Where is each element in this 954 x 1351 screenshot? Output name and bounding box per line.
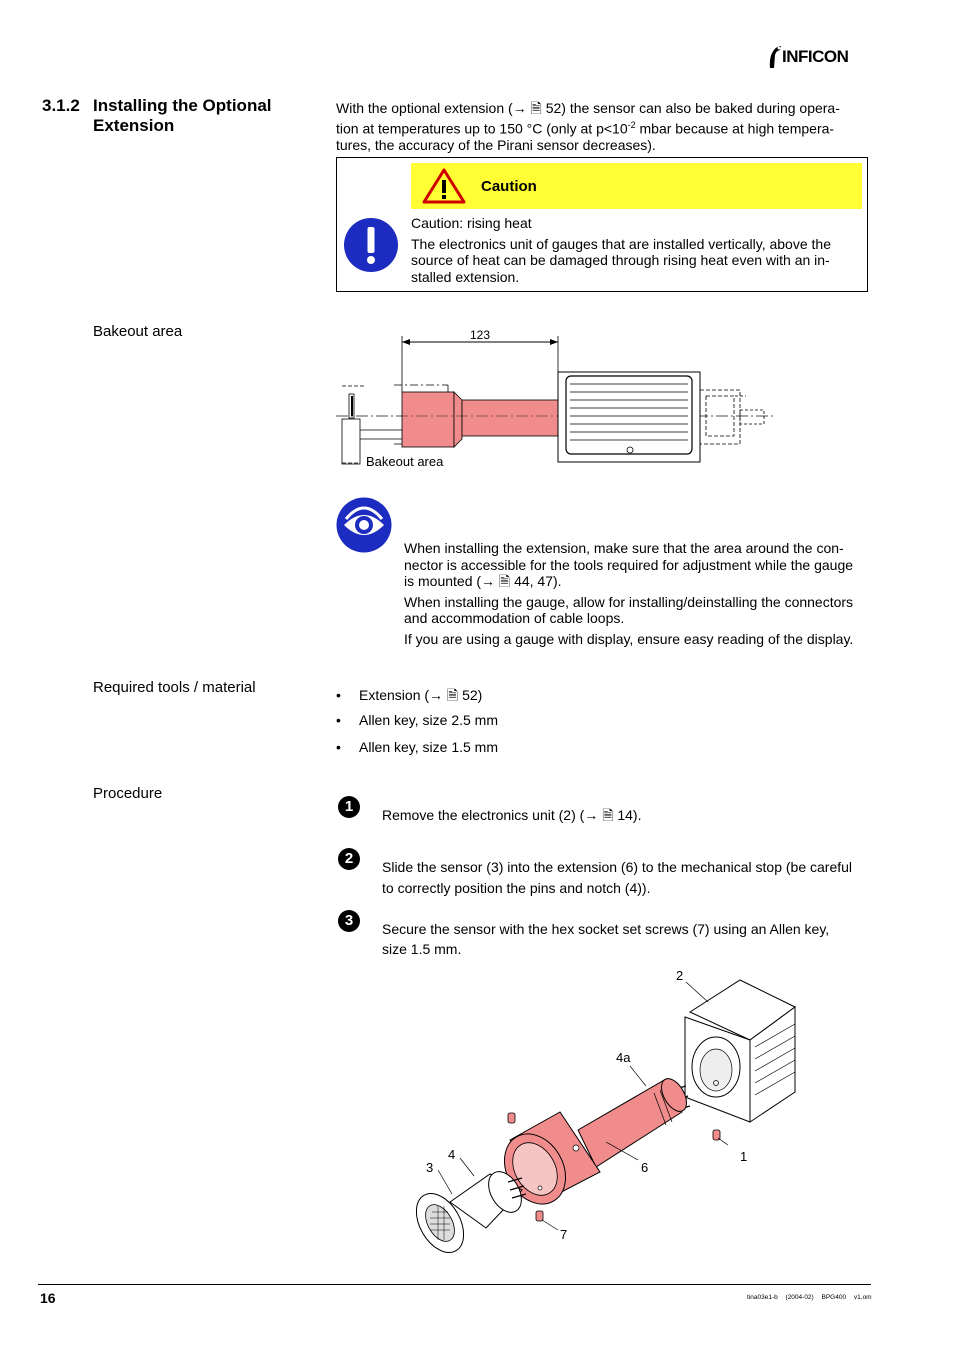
label-1: 1 xyxy=(740,1149,748,1164)
note-p1-line3: is mounted (→ 🗎 44, 47). xyxy=(404,573,562,589)
note-p3-line1: If you are using a gauge with display, ensure easy reading of the display. xyxy=(404,630,854,647)
label-2: 2 xyxy=(676,968,684,983)
inficon-logo-icon xyxy=(768,44,782,70)
tools-item: • Allen key, size 1.5 mm xyxy=(336,739,499,755)
eye-icon xyxy=(336,497,392,553)
inficon-logo xyxy=(768,44,873,70)
caution-line-3: stalled extension. xyxy=(411,268,520,285)
step-number: 2 xyxy=(338,848,360,870)
dimension-label: 123 xyxy=(469,328,491,342)
set-screw xyxy=(536,1211,543,1221)
label-3: 3 xyxy=(426,1160,434,1175)
extension-tube xyxy=(492,1074,691,1215)
caution-title: Caution xyxy=(481,178,537,195)
tools-item: • Allen key, size 2.5 mm xyxy=(336,712,499,728)
caution-box xyxy=(336,157,868,292)
caution-subtitle: Caution: rising heat xyxy=(411,215,532,231)
bakeout-side-label: Bakeout area xyxy=(93,323,183,340)
assembly-figure xyxy=(410,962,810,1262)
note-p2-line1: When installing the gauge, allow for installing/deinstalling the connectors xyxy=(404,593,854,610)
footer-rule xyxy=(38,1284,871,1285)
label-4a: 4a xyxy=(616,1050,631,1065)
electronics-unit xyxy=(685,980,795,1122)
label-6: 6 xyxy=(641,1160,649,1175)
set-screw xyxy=(508,1113,515,1123)
section-title: Installing the Optional Extension xyxy=(93,96,272,135)
note-block xyxy=(404,540,870,647)
intro-line-2: tion at temperatures up to 150 °C (only at $p<10^{-2}$ mbar because at high tempera- xyxy=(336,119,835,137)
procedure-side-label: Procedure xyxy=(93,785,163,802)
note-p1-line1: When installing the extension, make sure that the area around the con- xyxy=(404,540,844,556)
section-number: 3.1.2 xyxy=(42,96,80,115)
caution-banner xyxy=(411,163,862,209)
intro-paragraph xyxy=(336,100,866,153)
exclamation-icon xyxy=(343,217,399,273)
step-text: Secure the sensor with the hex socket set screws (7) using an Allen key, size 1.5 mm. xyxy=(382,921,830,957)
step-text: Slide the sensor (3) into the extension (6) to the mechanical stop (be careful to correctly position the pins and notch (4)). xyxy=(382,859,853,896)
intro-line-1: With the optional extension (→ 🗎 52) the sensor can also be baked during opera- xyxy=(336,100,840,116)
tools-item: • Extension (→ 🗎 52) xyxy=(336,687,483,703)
warning-triangle-icon xyxy=(421,167,467,205)
note-p1-line2: nector is accessible for the tools required for adjustment while the gauge xyxy=(404,556,854,573)
sensor xyxy=(410,1166,528,1261)
logo-text: INFICON xyxy=(782,47,849,66)
bakeout-area-label: Bakeout area xyxy=(366,454,444,469)
label-7: 7 xyxy=(560,1227,568,1242)
intro-line-3: tures, the accuracy of the Pirani sensor decreases). xyxy=(336,136,656,153)
step-number: 3 xyxy=(338,910,360,932)
footer-reference: tina03e1-b (2004-02) BPG400 v1.om xyxy=(747,1294,872,1301)
step-text: Remove the electronics unit (2) (→ 🗎 14). xyxy=(382,807,642,823)
note-p2-line2: and accommodation of cable loops. xyxy=(404,610,625,626)
caution-line-2: source of heat can be damaged through rising heat even with an in- xyxy=(411,252,830,268)
page-number: 16 xyxy=(40,1290,56,1306)
caution-line-1: The electronics unit of gauges that are installed vertically, above the xyxy=(411,235,831,252)
step-number: 1 xyxy=(338,796,360,818)
tools-side-label: Required tools / material xyxy=(93,679,256,696)
bakeout-drawing xyxy=(336,322,776,472)
label-4: 4 xyxy=(448,1147,456,1162)
